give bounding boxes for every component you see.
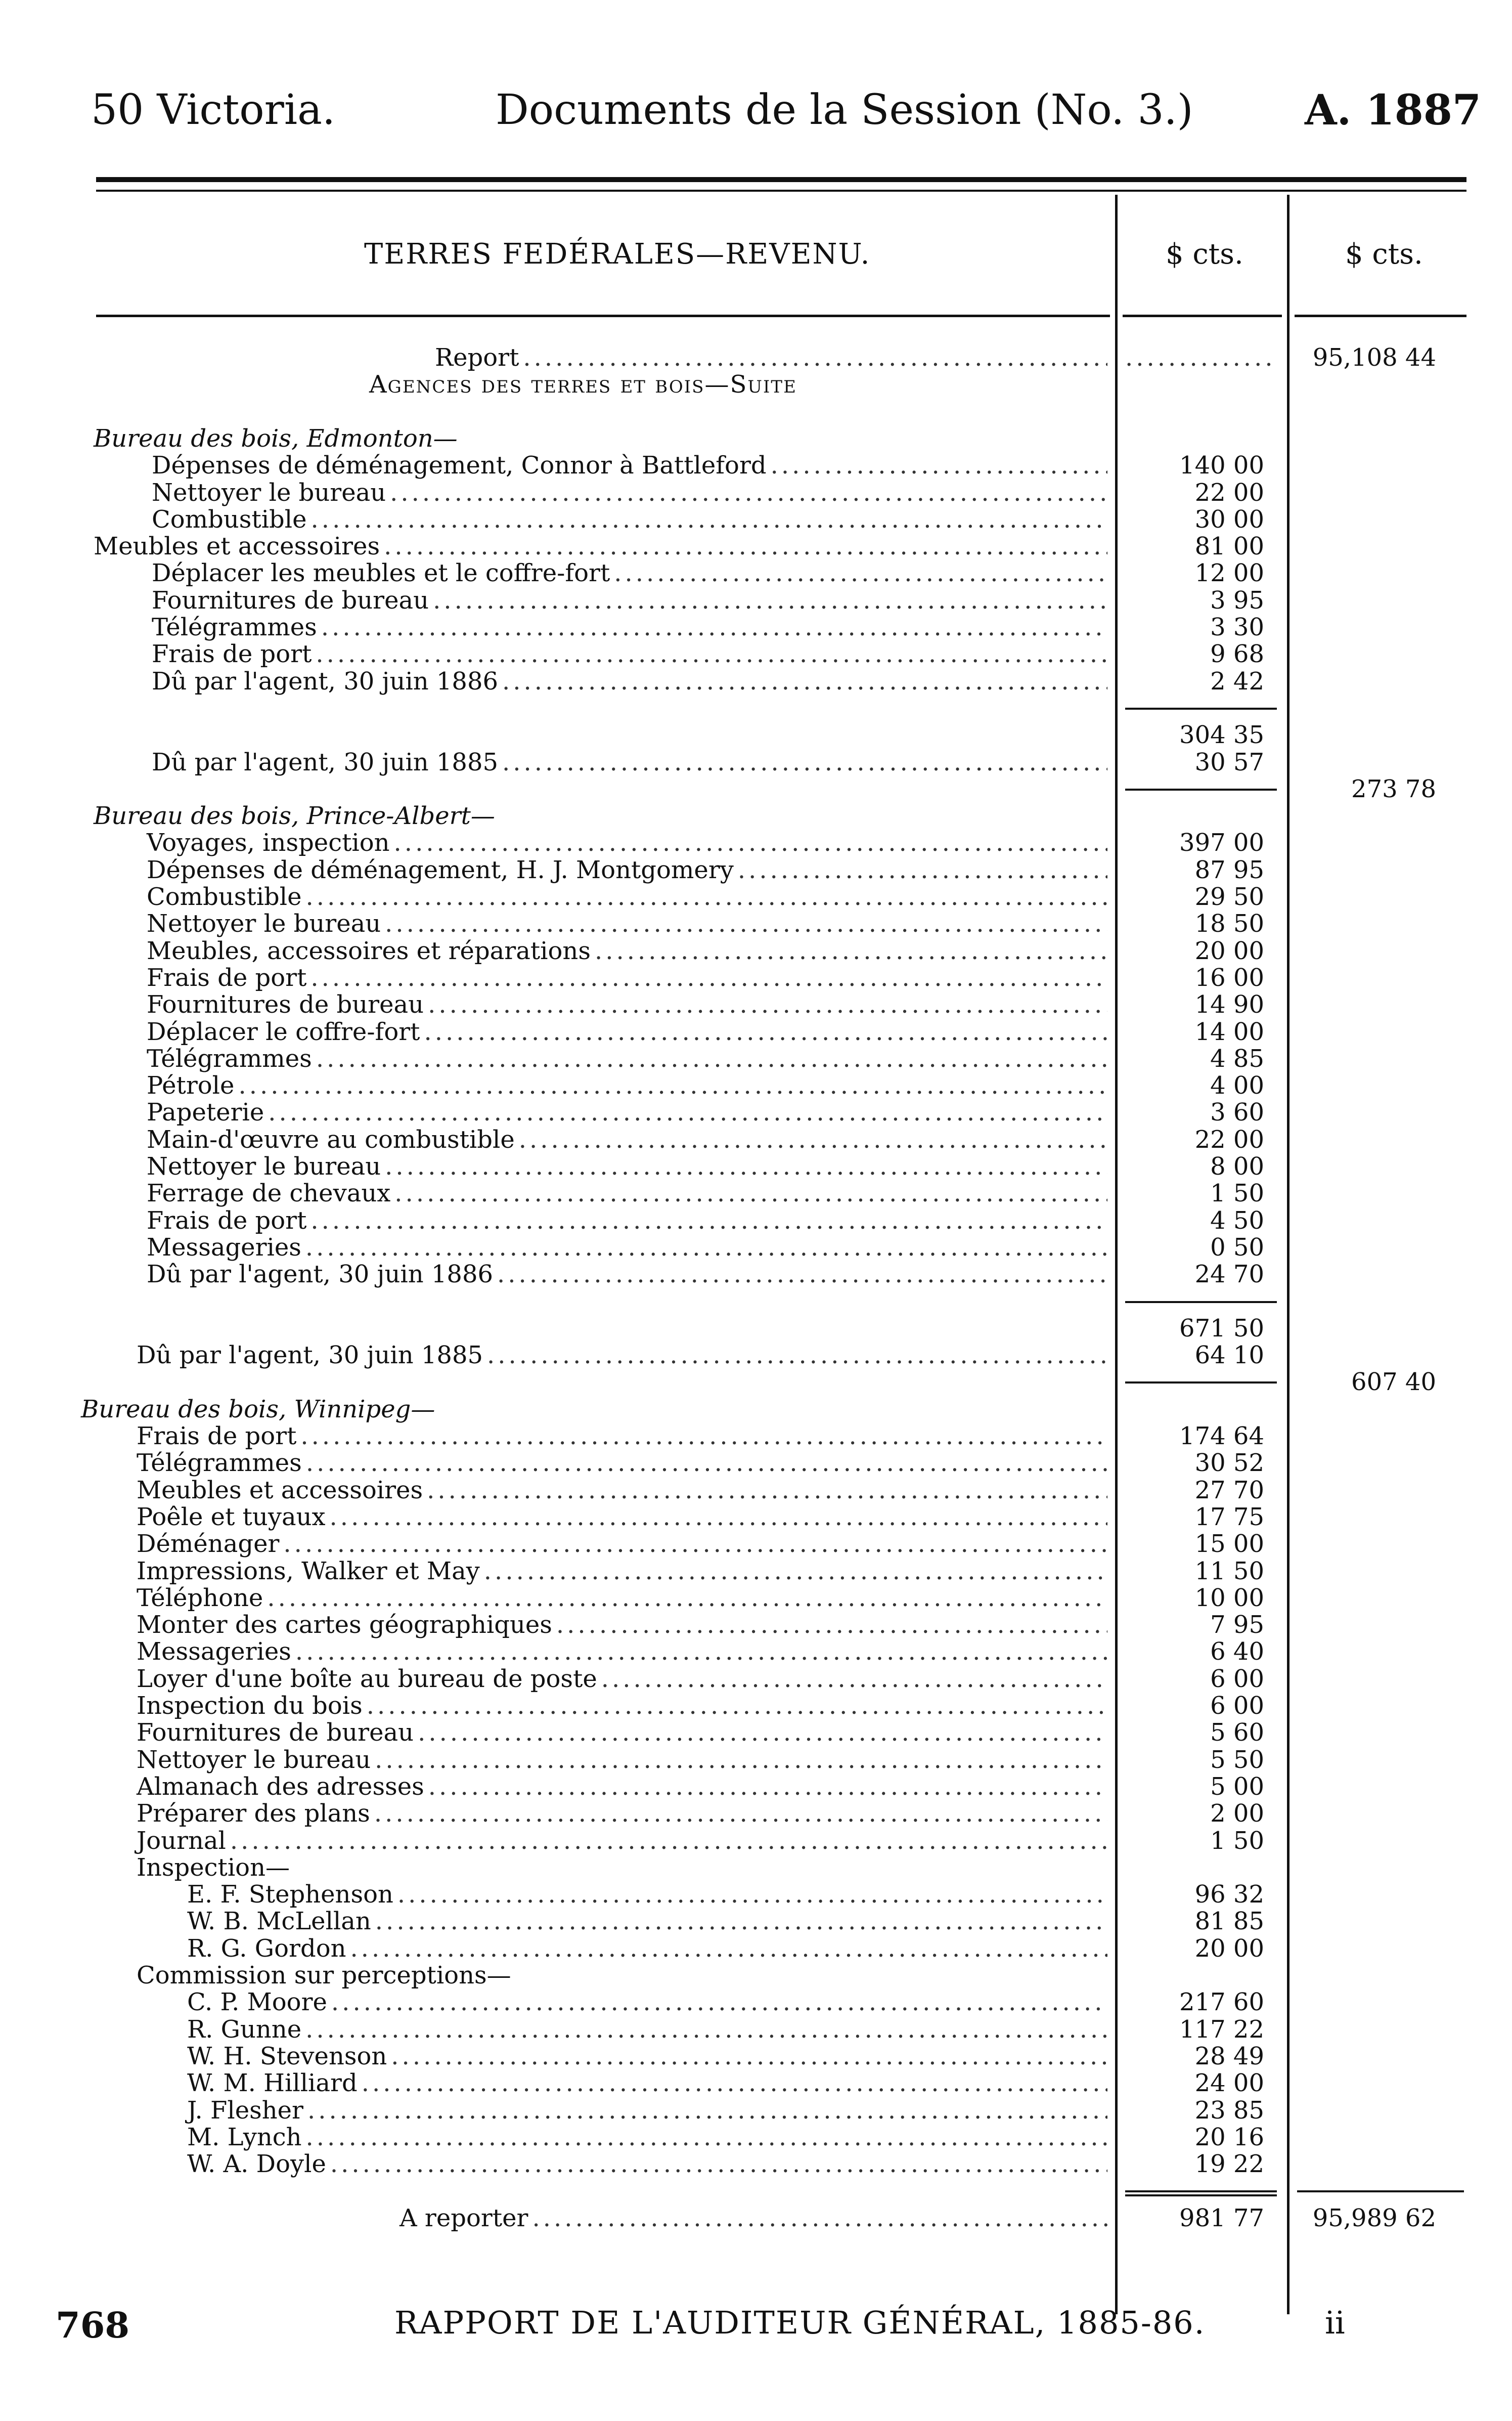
amount-c1: 27 70 [1194, 1476, 1264, 1504]
table-row [0, 1288, 1512, 1316]
table-row [0, 2043, 1512, 2070]
table-row [0, 2204, 1512, 2232]
leader-dots [424, 1018, 1107, 1046]
leader-dots [738, 856, 1107, 884]
row-label: Frais de port [152, 640, 312, 668]
amount-c1: 4 85 [1210, 1045, 1264, 1073]
leader-dots [519, 1126, 1107, 1154]
leader-dots [428, 991, 1107, 1019]
amount-c1: 5 00 [1210, 1772, 1264, 1801]
row-label: Fournitures de bureau [147, 990, 424, 1019]
row-label: M. Lynch [187, 2123, 302, 2151]
table-row [0, 721, 1512, 749]
leader-dots [374, 1800, 1107, 1828]
table-row [0, 2150, 1512, 2178]
row-label: Pétrole [147, 1071, 235, 1100]
row-label: Frais de port [147, 1206, 307, 1235]
leader-dots [427, 1477, 1107, 1504]
row-label: Agences des terres et bois—Suite [369, 370, 797, 399]
table-row [0, 1692, 1512, 1720]
row-label: Déplacer les meubles et le coffre-fort [152, 559, 610, 587]
leader-dots [283, 1530, 1107, 1558]
subheader-rule [96, 315, 1110, 317]
row-label: Bureau des bois, Edmonton— [94, 424, 458, 453]
header-rule-thin [96, 190, 1466, 192]
table-row [0, 640, 1512, 668]
row-label: Papeterie [147, 1098, 264, 1127]
table-row [0, 883, 1512, 911]
sum-rule-double [1125, 2194, 1277, 2196]
sum-rule [1125, 1301, 1277, 1303]
row-label: Télégrammes [147, 1045, 312, 1073]
table-row [0, 991, 1512, 1019]
leader-dots [350, 1935, 1107, 1963]
row-label: Messageries [137, 1637, 291, 1666]
leader-dots [595, 937, 1107, 965]
sum-rule [1125, 2190, 1277, 2192]
leader-dots [771, 452, 1107, 480]
table-row [0, 398, 1512, 426]
table-row [0, 425, 1512, 453]
row-label: Télégrammes [137, 1449, 302, 1477]
leader-dots [305, 2016, 1107, 2044]
row-label: Fournitures de bureau [137, 1718, 414, 1747]
table-row [0, 1827, 1512, 1855]
table-row [0, 452, 1512, 480]
row-label: Dû par l'agent, 30 juin 1885 [152, 748, 499, 776]
table-row [0, 533, 1512, 560]
table-row [0, 1503, 1512, 1531]
amount-c1: 22 00 [1194, 479, 1264, 507]
row-label: R. G. Gordon [187, 1934, 346, 1963]
table-row [0, 1368, 1512, 1396]
table-row [0, 614, 1512, 641]
amount-c1: 3 30 [1210, 613, 1264, 641]
leader-dots [330, 2150, 1107, 2178]
amount-c1: 304 35 [1179, 721, 1264, 749]
amount-c1: 9 68 [1210, 640, 1264, 668]
row-label: Monter des cartes géographiques [137, 1611, 552, 1639]
leader-dots [300, 1422, 1107, 1450]
sum-rule [1125, 708, 1277, 710]
column-header-2: $ cts. [1345, 238, 1423, 271]
row-label: Nettoyer le bureau [152, 479, 386, 507]
footer-right: ii [1325, 2304, 1345, 2341]
amount-c1: 174 64 [1179, 1422, 1264, 1450]
table-row [0, 506, 1512, 534]
row-label: Dû par l'agent, 30 juin 1885 [137, 1341, 483, 1369]
leader-dots [556, 1611, 1107, 1639]
amount-c1: 6 40 [1210, 1637, 1264, 1666]
amount-c1: 1 50 [1210, 1179, 1264, 1207]
row-label: Inspection du bois [137, 1692, 363, 1720]
amount-c1: 28 49 [1194, 2042, 1264, 2070]
leader-dots [418, 1719, 1107, 1747]
table-row [0, 1988, 1512, 2016]
table-row [0, 1207, 1512, 1235]
leader-dots [385, 1153, 1107, 1181]
row-label: Déplacer le coffre-fort [147, 1018, 420, 1046]
amount-c1: 0 50 [1210, 1233, 1264, 1262]
table-row [0, 559, 1512, 587]
amount-c1: 20 00 [1194, 1934, 1264, 1963]
amount-c1: 22 00 [1194, 1126, 1264, 1154]
leader-dots [502, 668, 1107, 696]
table-row [0, 2016, 1512, 2044]
sum-rule [1125, 789, 1277, 791]
amount-c1: 30 52 [1194, 1449, 1264, 1477]
amount-c1: 30 57 [1194, 748, 1264, 776]
row-label: Journal [137, 1827, 226, 1855]
row-label: W. A. Doyle [187, 2150, 326, 2178]
amount-c1: 671 50 [1179, 1314, 1264, 1343]
row-label: E. F. Stephenson [187, 1880, 393, 1909]
row-label: Messageries [147, 1233, 301, 1262]
table-row [0, 695, 1512, 722]
table-row [0, 1396, 1512, 1423]
amount-c1: 14 90 [1194, 990, 1264, 1019]
row-label: Nettoyer le bureau [137, 1746, 371, 1774]
amount-c1: 397 00 [1179, 829, 1264, 857]
table-row [0, 2124, 1512, 2151]
amount-c1: 5 50 [1210, 1746, 1264, 1774]
table-row [0, 937, 1512, 965]
leader-dots [601, 1665, 1107, 1693]
amount-c1: 2 00 [1210, 1799, 1264, 1828]
table-row [0, 479, 1512, 507]
amount-c2: 607 40 [1351, 1368, 1436, 1396]
amount-c1: 8 00 [1210, 1152, 1264, 1181]
table-row [0, 910, 1512, 938]
amount-c1: 96 32 [1194, 1880, 1264, 1909]
table-row [0, 856, 1512, 884]
amount-c1: 140 00 [1179, 451, 1264, 480]
leader-dots [331, 1988, 1107, 2016]
amount-c1: 117 22 [1179, 2015, 1264, 2044]
row-label: Télégrammes [152, 613, 317, 641]
leader-dots [484, 1558, 1107, 1585]
leader-dots [614, 559, 1107, 587]
row-label: W. M. Hilliard [187, 2069, 358, 2097]
leader-dots [385, 910, 1107, 938]
row-label: Frais de port [137, 1422, 297, 1450]
amount-c1: 981 77 [1179, 2204, 1264, 2232]
table-row [0, 1342, 1512, 1369]
table-row [0, 1881, 1512, 1909]
row-label: Impressions, Walker et May [137, 1557, 480, 1585]
column-header-1: $ cts. [1166, 238, 1243, 271]
table-row [0, 749, 1512, 776]
table-row [0, 1234, 1512, 1262]
table-row [0, 1638, 1512, 1666]
row-label: Ferrage de chevaux [147, 1179, 391, 1207]
table-row [0, 587, 1512, 615]
amount-c2: 95,108 44 [1312, 343, 1436, 372]
table-row [0, 802, 1512, 830]
table-title: TERRES FEDÉRALES—REVENU. [364, 238, 871, 271]
table-row [0, 1315, 1512, 1343]
table-row [0, 1018, 1512, 1046]
leader-dots [268, 1099, 1107, 1127]
leader-dots [367, 1692, 1107, 1720]
table-row [0, 1854, 1512, 1882]
leader-dots [394, 1180, 1107, 1207]
leader-dots [362, 2069, 1107, 2097]
table-row [0, 1261, 1512, 1288]
leader-dots [375, 1746, 1107, 1774]
amount-c1: 18 50 [1194, 910, 1264, 938]
amount-c1: 30 00 [1194, 505, 1264, 534]
row-label: W. B. McLellan [187, 1907, 371, 1935]
header-rule [96, 177, 1466, 182]
page-number: 768 [56, 2304, 130, 2346]
row-label: Meubles et accessoires [137, 1476, 423, 1504]
row-label: Dû par l'agent, 30 juin 1886 [147, 1260, 494, 1288]
row-label: J. Flesher [187, 2096, 303, 2125]
leader-dots [295, 1638, 1107, 1666]
table-row [0, 1800, 1512, 1828]
leader-dots [532, 2204, 1107, 2232]
table-row [0, 1180, 1512, 1207]
leader-dots [523, 344, 1107, 372]
subheader-rule-c1 [1123, 315, 1282, 317]
amount-c1: 17 75 [1194, 1503, 1264, 1531]
leader-dots [375, 1908, 1107, 1935]
amount-c1: 24 00 [1194, 2069, 1264, 2097]
leader-dots [330, 1503, 1107, 1531]
table-row [0, 1477, 1512, 1504]
table-row [0, 2069, 1512, 2097]
amount-c1: 29 50 [1194, 883, 1264, 911]
table-row [0, 1908, 1512, 1935]
table-row [0, 1422, 1512, 1450]
table-row [0, 1045, 1512, 1073]
leader-dots [306, 2124, 1107, 2151]
leader-dots [321, 614, 1107, 641]
amount-c1: 6 00 [1210, 1665, 1264, 1693]
table-row [0, 1584, 1512, 1612]
row-label: Dû par l'agent, 30 juin 1886 [152, 667, 499, 696]
table-row [0, 2177, 1512, 2205]
amount-c1: 1 50 [1210, 1827, 1264, 1855]
row-label: Nettoyer le bureau [147, 1152, 381, 1181]
leader-dots [428, 1773, 1107, 1801]
leader-dots [267, 1584, 1107, 1612]
leader-dots [316, 640, 1107, 668]
row-label: Commission sur perceptions— [137, 1961, 511, 1990]
row-label: R. Gunne [187, 2015, 302, 2044]
amount-c1: 24 70 [1194, 1260, 1264, 1288]
footer-title: RAPPORT DE L'AUDITEUR GÉNÉRAL, 1885-86. [394, 2304, 1206, 2341]
table-row [0, 964, 1512, 992]
amount-c1: 4 50 [1210, 1206, 1264, 1235]
leader-dots [502, 749, 1107, 776]
leader-dots [307, 2097, 1107, 2125]
amount-c1: 20 00 [1194, 937, 1264, 965]
sum-rule [1125, 1381, 1277, 1384]
amount-c1: 15 00 [1194, 1530, 1264, 1558]
leader-dots [306, 883, 1107, 911]
leader-dots [397, 1881, 1107, 1909]
row-label: Poêle et tuyaux [137, 1503, 326, 1531]
table-row [0, 1072, 1512, 1100]
table-row [0, 1773, 1512, 1801]
row-label: Main-d'œuvre au combustible [147, 1126, 515, 1154]
leader-dots [310, 1207, 1107, 1235]
row-label: Frais de port [147, 964, 307, 992]
table-row [0, 1665, 1512, 1693]
amount-c1: 23 85 [1194, 2096, 1264, 2125]
row-label: Préparer des plans [137, 1799, 370, 1828]
row-label: Dépenses de déménagement, H. J. Montgomery [147, 856, 734, 884]
amount-c1: 3 60 [1210, 1098, 1264, 1127]
amount-c1: 2 42 [1210, 667, 1264, 696]
table-row [0, 668, 1512, 696]
amount-c1: 6 00 [1210, 1692, 1264, 1720]
row-label: Déménager [137, 1530, 280, 1558]
row-label: Inspection— [137, 1853, 290, 1882]
table-row [0, 1746, 1512, 1774]
amount-c1: 7 95 [1210, 1611, 1264, 1639]
row-label: Meubles, accessoires et réparations [147, 937, 591, 965]
amount-c1: 81 85 [1194, 1907, 1264, 1935]
table-row [0, 1611, 1512, 1639]
subheader-rule-c2 [1295, 315, 1466, 317]
header-right: A. 1887 [1305, 86, 1481, 135]
amount-c1: 81 00 [1194, 532, 1264, 560]
amount-c1: 16 00 [1194, 964, 1264, 992]
amount-c1: 87 95 [1194, 856, 1264, 884]
leader-dots [305, 1234, 1107, 1262]
amount-c1: 14 00 [1194, 1018, 1264, 1046]
leader-dots [306, 1449, 1107, 1477]
table-row [0, 2097, 1512, 2125]
sum-rule-c2 [1297, 2190, 1464, 2192]
amount-c1: 20 16 [1194, 2123, 1264, 2151]
table-row [0, 775, 1512, 803]
amount-c1: 217 60 [1179, 1988, 1264, 2016]
table-row [0, 344, 1512, 372]
row-label: Loyer d'une boîte au bureau de poste [137, 1665, 597, 1693]
amount-c1: 19 22 [1194, 2150, 1264, 2178]
table-row [0, 371, 1512, 399]
row-label: Bureau des bois, Winnipeg— [81, 1395, 435, 1423]
table-row [0, 1153, 1512, 1181]
table-row [0, 829, 1512, 857]
row-label: W. H. Stevenson [187, 2042, 387, 2070]
leader-dots [316, 1045, 1107, 1073]
amount-c1: 3 95 [1210, 586, 1264, 615]
leader-dots [487, 1342, 1107, 1369]
amount-c1: 5 60 [1210, 1718, 1264, 1747]
table-row [0, 1719, 1512, 1747]
header-left: 50 Victoria. [91, 86, 336, 134]
row-label: Fournitures de bureau [152, 586, 429, 615]
row-label: Meubles et accessoires [94, 532, 380, 560]
amount-c1: 10 00 [1194, 1584, 1264, 1612]
leader-dots [311, 506, 1107, 534]
table-row [0, 1449, 1512, 1477]
row-label: Téléphone [137, 1584, 263, 1612]
row-label: C. P. Moore [187, 1988, 327, 2016]
row-label: Voyages, inspection [147, 829, 390, 857]
leader-dots [390, 479, 1107, 507]
row-label: Combustible [152, 505, 307, 534]
row-label: Nettoyer le bureau [147, 910, 381, 938]
table-row [0, 1558, 1512, 1585]
leader-dots [230, 1827, 1107, 1855]
leader-dots [384, 533, 1107, 560]
leader-dots [497, 1261, 1107, 1288]
table-row [0, 1935, 1512, 1963]
amount-c1: 4 00 [1210, 1071, 1264, 1100]
leader-dots [394, 829, 1107, 857]
row-label: A reporter [399, 2204, 528, 2232]
row-label: Dépenses de déménagement, Connor à Battleford [152, 451, 767, 480]
amount-c2: 95,989 62 [1312, 2204, 1436, 2232]
table-row [0, 1126, 1512, 1154]
row-label: Almanach des adresses [137, 1772, 424, 1801]
leader-dots [391, 2043, 1107, 2070]
amount-c2: 273 78 [1351, 775, 1436, 803]
amount-c1: 12 00 [1194, 559, 1264, 587]
leader-dots [433, 587, 1107, 615]
table-row [0, 1962, 1512, 1990]
header-center: Documents de la Session (No. 3.) [496, 86, 1193, 134]
row-label: Bureau des bois, Prince-Albert— [94, 802, 495, 830]
table-row [0, 1099, 1512, 1127]
row-label: Combustible [147, 883, 302, 911]
row-label: Report [435, 343, 519, 372]
amount-c1: 11 50 [1194, 1557, 1264, 1585]
leader-dots [310, 964, 1107, 992]
table-row [0, 1530, 1512, 1558]
leader-dots [238, 1072, 1107, 1100]
amount-c1: 64 10 [1194, 1341, 1264, 1369]
